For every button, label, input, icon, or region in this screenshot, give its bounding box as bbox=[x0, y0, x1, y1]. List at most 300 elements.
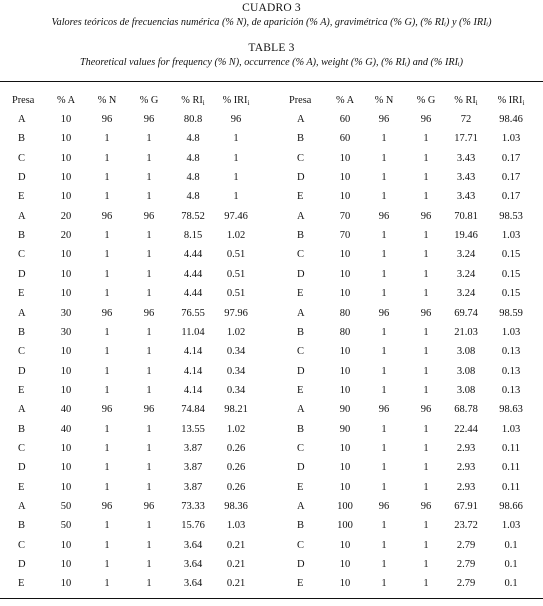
header-n-right: % N bbox=[374, 95, 394, 106]
table-row bbox=[0, 479, 543, 496]
cell-right-iri: 1.03 bbox=[501, 326, 521, 338]
cell-left-n: 1 bbox=[104, 326, 110, 338]
cell-right-presa: A bbox=[297, 210, 305, 222]
header-ri-right-label: % RI bbox=[454, 95, 476, 106]
header-ri-right-sub: i bbox=[475, 99, 478, 107]
header-iri-right-sub: i bbox=[522, 99, 525, 107]
cell-right-a: 70 bbox=[339, 210, 351, 222]
table-row bbox=[0, 285, 543, 302]
cell-left-a: 50 bbox=[60, 520, 72, 532]
table-row bbox=[0, 150, 543, 167]
header-ri-left bbox=[174, 92, 212, 109]
cell-right-n: 1 bbox=[381, 442, 387, 454]
cell-left-g: 1 bbox=[146, 249, 152, 261]
cell-right-a: 10 bbox=[339, 191, 351, 203]
cell-right-presa: A bbox=[297, 307, 305, 319]
cell-right-iri: 98.63 bbox=[499, 404, 523, 416]
cell-left-a: 10 bbox=[60, 384, 72, 396]
cell-right-presa: B bbox=[297, 520, 305, 532]
cell-right-ri: 2.79 bbox=[456, 539, 476, 551]
cell-left-iri: 98.21 bbox=[224, 404, 248, 416]
cell-right-presa: D bbox=[297, 365, 305, 377]
table-row bbox=[0, 556, 543, 573]
header-a-right: % A bbox=[335, 95, 355, 106]
cell-left-iri: 97.96 bbox=[224, 307, 248, 319]
cell-left-n: 1 bbox=[104, 249, 110, 261]
cell-left-a: 10 bbox=[60, 152, 72, 164]
cell-left-a: 20 bbox=[60, 210, 72, 222]
cell-right-a: 10 bbox=[339, 578, 351, 590]
cell-left-a: 10 bbox=[60, 539, 72, 551]
cell-left-ri: 73.33 bbox=[181, 501, 205, 512]
cell-right-presa: D bbox=[297, 172, 305, 184]
cell-left-presa: D bbox=[18, 172, 26, 184]
cell-right-g: 1 bbox=[423, 326, 429, 338]
table-row bbox=[0, 363, 543, 380]
cell-right-g: 1 bbox=[423, 578, 429, 590]
cell-left-n: 1 bbox=[104, 520, 110, 532]
cell-right-ri: 68.78 bbox=[454, 404, 478, 416]
table-row bbox=[0, 188, 543, 205]
cell-left-presa: B bbox=[18, 423, 26, 435]
cell-right-g: 1 bbox=[423, 539, 429, 551]
cell-left-iri: 0.21 bbox=[226, 559, 246, 571]
cell-right-presa: E bbox=[297, 191, 304, 203]
cell-left-g: 1 bbox=[146, 133, 152, 145]
cell-right-presa: E bbox=[297, 481, 304, 493]
cell-left-n: 96 bbox=[101, 501, 113, 512]
cell-left-ri: 4.44 bbox=[183, 268, 203, 280]
header-ri-left-sub: i bbox=[202, 99, 205, 107]
cell-right-n: 1 bbox=[381, 346, 387, 358]
cell-left-ri: 74.84 bbox=[181, 404, 205, 416]
cell-right-n: 96 bbox=[378, 307, 390, 319]
cell-left-ri: 3.64 bbox=[183, 559, 203, 571]
cell-left-n: 1 bbox=[104, 481, 110, 493]
cell-right-iri: 0.15 bbox=[501, 288, 521, 300]
cell-right-n: 1 bbox=[381, 288, 387, 300]
cell-right-a: 10 bbox=[339, 442, 351, 454]
cell-right-ri: 3.24 bbox=[456, 288, 476, 300]
table-row bbox=[0, 575, 543, 592]
cell-right-a: 10 bbox=[339, 539, 351, 551]
cell-right-ri: 3.24 bbox=[456, 268, 476, 280]
cell-left-n: 1 bbox=[104, 288, 110, 300]
cell-left-iri: 0.34 bbox=[226, 384, 246, 396]
cell-right-ri: 3.24 bbox=[456, 249, 476, 261]
cell-right-iri: 0.1 bbox=[504, 578, 518, 590]
cell-left-g: 96 bbox=[143, 114, 155, 125]
cell-left-n: 1 bbox=[104, 423, 110, 435]
cell-left-n: 1 bbox=[104, 578, 110, 590]
cell-left-presa: C bbox=[18, 539, 26, 551]
cell-left-iri: 0.26 bbox=[226, 462, 246, 474]
caption-es-subtitle: Valores teóricos de frecuencias numérica (% N), de aparición (% A), gravimétrica (% G), (% RIᵢ) y (% IRIᵢ) bbox=[51, 17, 492, 28]
cell-right-a: 10 bbox=[339, 384, 351, 396]
cell-left-n: 96 bbox=[101, 114, 113, 125]
cell-left-presa: E bbox=[18, 288, 25, 300]
cell-left-ri: 8.15 bbox=[183, 230, 203, 242]
cell-left-iri: 0.26 bbox=[226, 442, 246, 454]
cell-right-presa: E bbox=[297, 384, 304, 396]
cell-left-g: 1 bbox=[146, 462, 152, 474]
cell-right-presa: D bbox=[297, 559, 305, 571]
cell-right-presa: A bbox=[297, 114, 305, 125]
header-iri-left-sub: i bbox=[247, 99, 250, 107]
cell-left-ri: 11.04 bbox=[181, 326, 205, 338]
cell-left-a: 10 bbox=[60, 346, 72, 358]
header-n-left: % N bbox=[97, 95, 117, 106]
cell-left-ri: 78.52 bbox=[181, 210, 205, 222]
cell-right-iri: 1.03 bbox=[501, 520, 521, 532]
cell-left-g: 1 bbox=[146, 365, 152, 377]
cell-right-ri: 69.74 bbox=[454, 307, 478, 319]
cell-right-g: 96 bbox=[420, 404, 432, 416]
cell-right-a: 10 bbox=[339, 172, 351, 184]
cell-left-a: 10 bbox=[60, 365, 72, 377]
cell-right-ri: 2.93 bbox=[456, 481, 476, 493]
caption-en-title: TABLE 3 bbox=[248, 42, 295, 54]
cell-right-ri: 3.43 bbox=[456, 152, 476, 164]
cell-right-ri: 3.08 bbox=[456, 384, 476, 396]
cell-left-g: 1 bbox=[146, 326, 152, 338]
cell-left-a: 40 bbox=[60, 423, 72, 435]
cell-right-a: 10 bbox=[339, 559, 351, 571]
cell-right-ri: 2.79 bbox=[456, 559, 476, 571]
cell-right-g: 1 bbox=[423, 462, 429, 474]
cell-right-n: 1 bbox=[381, 133, 387, 145]
cell-left-g: 1 bbox=[146, 152, 152, 164]
cell-right-ri: 70.81 bbox=[454, 210, 478, 222]
cell-right-a: 10 bbox=[339, 462, 351, 474]
cell-left-presa: A bbox=[18, 501, 26, 512]
cell-left-presa: D bbox=[18, 462, 26, 474]
table-row bbox=[0, 459, 543, 476]
table-row bbox=[0, 324, 543, 341]
cell-right-presa: C bbox=[297, 249, 305, 261]
cell-right-n: 1 bbox=[381, 559, 387, 571]
cell-left-iri: 98.36 bbox=[224, 501, 248, 512]
cell-left-ri: 4.8 bbox=[186, 191, 200, 203]
cell-right-n: 1 bbox=[381, 230, 387, 242]
cell-left-n: 96 bbox=[101, 210, 113, 222]
table-row bbox=[0, 421, 543, 438]
cell-left-a: 10 bbox=[60, 249, 72, 261]
cell-right-iri: 98.53 bbox=[499, 210, 523, 222]
cell-right-a: 60 bbox=[339, 114, 351, 125]
cell-left-g: 1 bbox=[146, 172, 152, 184]
cell-left-presa: D bbox=[18, 559, 26, 571]
cell-right-iri: 0.15 bbox=[501, 268, 521, 280]
cell-right-g: 1 bbox=[423, 249, 429, 261]
cell-left-iri: 0.21 bbox=[226, 578, 246, 590]
table-row bbox=[0, 517, 543, 534]
cell-right-n: 96 bbox=[378, 210, 390, 222]
cell-right-iri: 0.1 bbox=[504, 559, 518, 571]
cell-right-presa: C bbox=[297, 346, 305, 358]
cell-right-ri: 21.03 bbox=[454, 326, 478, 338]
cell-right-a: 10 bbox=[339, 481, 351, 493]
table-row bbox=[0, 246, 543, 263]
cell-left-n: 1 bbox=[104, 384, 110, 396]
cell-right-n: 1 bbox=[381, 481, 387, 493]
cell-right-g: 1 bbox=[423, 481, 429, 493]
table-row bbox=[0, 537, 543, 554]
cell-left-iri: 0.21 bbox=[226, 539, 246, 551]
cell-left-a: 10 bbox=[60, 559, 72, 571]
cell-right-a: 60 bbox=[339, 133, 351, 145]
cell-left-presa: E bbox=[18, 578, 25, 590]
table-row bbox=[0, 343, 543, 360]
cell-right-iri: 0.17 bbox=[501, 152, 521, 164]
cell-left-iri: 1.02 bbox=[226, 230, 246, 242]
table-row bbox=[0, 266, 543, 283]
cell-left-n: 1 bbox=[104, 191, 110, 203]
cell-left-iri: 1 bbox=[233, 152, 239, 164]
cell-right-presa: C bbox=[297, 442, 305, 454]
cell-right-n: 1 bbox=[381, 384, 387, 396]
cell-right-g: 1 bbox=[423, 365, 429, 377]
cell-right-g: 1 bbox=[423, 191, 429, 203]
caption-es-title: CUADRO 3 bbox=[242, 2, 301, 14]
cell-left-presa: C bbox=[18, 346, 26, 358]
cell-left-presa: B bbox=[18, 230, 26, 242]
cell-left-n: 1 bbox=[104, 365, 110, 377]
cell-right-ri: 67.91 bbox=[454, 501, 478, 512]
cell-right-a: 10 bbox=[339, 288, 351, 300]
cell-left-iri: 1.03 bbox=[226, 520, 246, 532]
cell-left-n: 1 bbox=[104, 559, 110, 571]
cell-right-presa: A bbox=[297, 404, 305, 416]
cell-left-n: 1 bbox=[104, 268, 110, 280]
cell-left-a: 10 bbox=[60, 114, 72, 125]
cell-left-iri: 0.51 bbox=[226, 288, 246, 300]
cell-left-ri: 3.87 bbox=[183, 462, 203, 474]
cell-left-g: 1 bbox=[146, 191, 152, 203]
cell-right-presa: A bbox=[297, 501, 305, 512]
cell-right-g: 1 bbox=[423, 230, 429, 242]
cell-left-ri: 4.8 bbox=[186, 133, 200, 145]
cell-right-iri: 0.11 bbox=[502, 442, 520, 454]
cell-left-n: 1 bbox=[104, 539, 110, 551]
cell-left-g: 96 bbox=[143, 501, 155, 512]
cell-right-ri: 2.79 bbox=[456, 578, 476, 590]
cell-right-a: 10 bbox=[339, 268, 351, 280]
cell-left-presa: A bbox=[18, 404, 26, 416]
cell-right-g: 1 bbox=[423, 423, 429, 435]
cell-left-g: 1 bbox=[146, 578, 152, 590]
cell-right-iri: 0.13 bbox=[501, 365, 521, 377]
cell-left-g: 1 bbox=[146, 442, 152, 454]
table-row bbox=[0, 208, 543, 225]
cell-left-a: 10 bbox=[60, 172, 72, 184]
cell-left-a: 30 bbox=[60, 326, 72, 338]
cell-left-n: 1 bbox=[104, 462, 110, 474]
cell-left-n: 96 bbox=[101, 307, 113, 319]
cell-right-g: 96 bbox=[420, 501, 432, 512]
cell-right-g: 1 bbox=[423, 172, 429, 184]
cell-left-a: 10 bbox=[60, 481, 72, 493]
cell-right-g: 1 bbox=[423, 346, 429, 358]
cell-right-presa: B bbox=[297, 133, 305, 145]
cell-right-n: 96 bbox=[378, 114, 390, 125]
cell-left-ri: 4.44 bbox=[183, 249, 203, 261]
cell-right-ri: 72 bbox=[460, 114, 472, 125]
cell-left-a: 10 bbox=[60, 578, 72, 590]
cell-right-presa: B bbox=[297, 230, 305, 242]
cell-left-presa: A bbox=[18, 210, 26, 222]
table-row bbox=[0, 382, 543, 399]
cell-right-g: 1 bbox=[423, 288, 429, 300]
cell-right-a: 90 bbox=[339, 404, 351, 416]
cell-left-iri: 1.02 bbox=[226, 423, 246, 435]
cell-left-presa: D bbox=[18, 365, 26, 377]
cell-left-presa: C bbox=[18, 442, 26, 454]
cell-left-g: 1 bbox=[146, 346, 152, 358]
cell-right-iri: 0.11 bbox=[502, 462, 520, 474]
cell-right-g: 1 bbox=[423, 133, 429, 145]
cell-right-iri: 0.17 bbox=[501, 172, 521, 184]
cell-left-iri: 1 bbox=[233, 133, 239, 145]
cell-right-iri: 98.46 bbox=[499, 114, 523, 125]
cell-right-n: 1 bbox=[381, 423, 387, 435]
header-iri-right-label: % IRI bbox=[497, 95, 523, 106]
cell-left-ri: 3.87 bbox=[183, 481, 203, 493]
cell-left-n: 96 bbox=[101, 404, 113, 416]
cell-left-a: 50 bbox=[60, 501, 72, 512]
cell-left-g: 96 bbox=[143, 210, 155, 222]
cell-right-presa: C bbox=[297, 539, 305, 551]
cell-left-g: 96 bbox=[143, 307, 155, 319]
cell-left-ri: 13.55 bbox=[181, 423, 205, 435]
table-row bbox=[0, 440, 543, 457]
cell-left-n: 1 bbox=[104, 133, 110, 145]
cell-left-ri: 4.14 bbox=[183, 346, 203, 358]
cell-right-presa: B bbox=[297, 326, 305, 338]
cell-right-n: 1 bbox=[381, 326, 387, 338]
cell-right-n: 1 bbox=[381, 539, 387, 551]
cell-right-a: 10 bbox=[339, 249, 351, 261]
cell-right-iri: 98.59 bbox=[499, 307, 523, 319]
cell-left-a: 20 bbox=[60, 230, 72, 242]
cell-left-g: 1 bbox=[146, 539, 152, 551]
cell-left-g: 1 bbox=[146, 384, 152, 396]
cell-right-ri: 2.93 bbox=[456, 442, 476, 454]
cell-right-presa: B bbox=[297, 423, 305, 435]
table-row bbox=[0, 130, 543, 147]
cell-left-iri: 0.51 bbox=[226, 249, 246, 261]
cell-left-g: 96 bbox=[143, 404, 155, 416]
cell-left-iri: 96 bbox=[230, 114, 242, 125]
cell-right-iri: 0.1 bbox=[504, 539, 518, 551]
table-row bbox=[0, 401, 543, 418]
cell-right-ri: 3.08 bbox=[456, 365, 476, 377]
table-row bbox=[0, 227, 543, 244]
cell-left-ri: 3.64 bbox=[183, 578, 203, 590]
cell-right-a: 70 bbox=[339, 230, 351, 242]
cell-right-a: 80 bbox=[339, 307, 351, 319]
cell-right-ri: 17.71 bbox=[454, 133, 478, 145]
cell-left-presa: E bbox=[18, 481, 25, 493]
cell-right-iri: 0.13 bbox=[501, 346, 521, 358]
table-row bbox=[0, 498, 543, 515]
cell-left-a: 40 bbox=[60, 404, 72, 416]
cell-right-a: 10 bbox=[339, 365, 351, 377]
cell-right-n: 1 bbox=[381, 152, 387, 164]
cell-left-presa: B bbox=[18, 326, 26, 338]
cell-right-g: 1 bbox=[423, 268, 429, 280]
cell-right-iri: 1.03 bbox=[501, 230, 521, 242]
cell-left-ri: 4.44 bbox=[183, 288, 203, 300]
cell-right-iri: 1.03 bbox=[501, 133, 521, 145]
cell-right-ri: 3.08 bbox=[456, 346, 476, 358]
cell-right-n: 96 bbox=[378, 501, 390, 512]
cell-right-n: 96 bbox=[378, 404, 390, 416]
cell-left-presa: B bbox=[18, 133, 26, 145]
cell-right-ri: 2.93 bbox=[456, 462, 476, 474]
cell-left-ri: 4.8 bbox=[186, 172, 200, 184]
cell-left-a: 10 bbox=[60, 133, 72, 145]
cell-left-n: 1 bbox=[104, 346, 110, 358]
cell-left-g: 1 bbox=[146, 268, 152, 280]
cell-right-g: 1 bbox=[423, 559, 429, 571]
cell-left-g: 1 bbox=[146, 230, 152, 242]
header-a-left: % A bbox=[56, 95, 76, 106]
cell-left-presa: A bbox=[18, 307, 26, 319]
cell-left-iri: 1.02 bbox=[226, 326, 246, 338]
table-row bbox=[0, 111, 543, 128]
cell-left-iri: 0.51 bbox=[226, 268, 246, 280]
cell-left-a: 10 bbox=[60, 268, 72, 280]
cell-left-g: 1 bbox=[146, 288, 152, 300]
cell-right-g: 96 bbox=[420, 210, 432, 222]
cell-right-g: 1 bbox=[423, 384, 429, 396]
cell-left-presa: A bbox=[18, 114, 26, 125]
cell-left-presa: D bbox=[18, 268, 26, 280]
caption-en-subtitle: Theoretical values for frequency (% N), occurrence (% A), weight (% G), (% RIᵢ) and (% IRIᵢ) bbox=[80, 57, 463, 68]
cell-left-a: 10 bbox=[60, 288, 72, 300]
cell-right-iri: 0.15 bbox=[501, 249, 521, 261]
cell-left-iri: 0.26 bbox=[226, 481, 246, 493]
cell-right-presa: C bbox=[297, 152, 305, 164]
cell-left-ri: 4.14 bbox=[183, 384, 203, 396]
cell-right-g: 96 bbox=[420, 114, 432, 125]
cell-left-n: 1 bbox=[104, 230, 110, 242]
cell-right-n: 1 bbox=[381, 249, 387, 261]
cell-left-a: 30 bbox=[60, 307, 72, 319]
cell-left-g: 1 bbox=[146, 520, 152, 532]
cell-left-ri: 80.8 bbox=[183, 114, 203, 125]
cell-left-iri: 1 bbox=[233, 172, 239, 184]
cell-left-presa: C bbox=[18, 152, 26, 164]
cell-right-presa: E bbox=[297, 288, 304, 300]
cell-right-iri: 0.13 bbox=[501, 384, 521, 396]
table-row bbox=[0, 305, 543, 322]
cell-right-n: 1 bbox=[381, 578, 387, 590]
cell-left-n: 1 bbox=[104, 152, 110, 164]
header-ri-left-label: % RI bbox=[181, 95, 203, 106]
cell-right-ri: 3.43 bbox=[456, 172, 476, 184]
table-bottom-rule bbox=[0, 598, 543, 599]
cell-left-g: 1 bbox=[146, 481, 152, 493]
cell-right-a: 100 bbox=[337, 520, 353, 532]
cell-left-iri: 1 bbox=[233, 191, 239, 203]
header-iri-left-label: % IRI bbox=[222, 95, 248, 106]
cell-right-n: 1 bbox=[381, 365, 387, 377]
cell-right-g: 1 bbox=[423, 442, 429, 454]
cell-left-presa: E bbox=[18, 384, 25, 396]
cell-right-a: 80 bbox=[339, 326, 351, 338]
